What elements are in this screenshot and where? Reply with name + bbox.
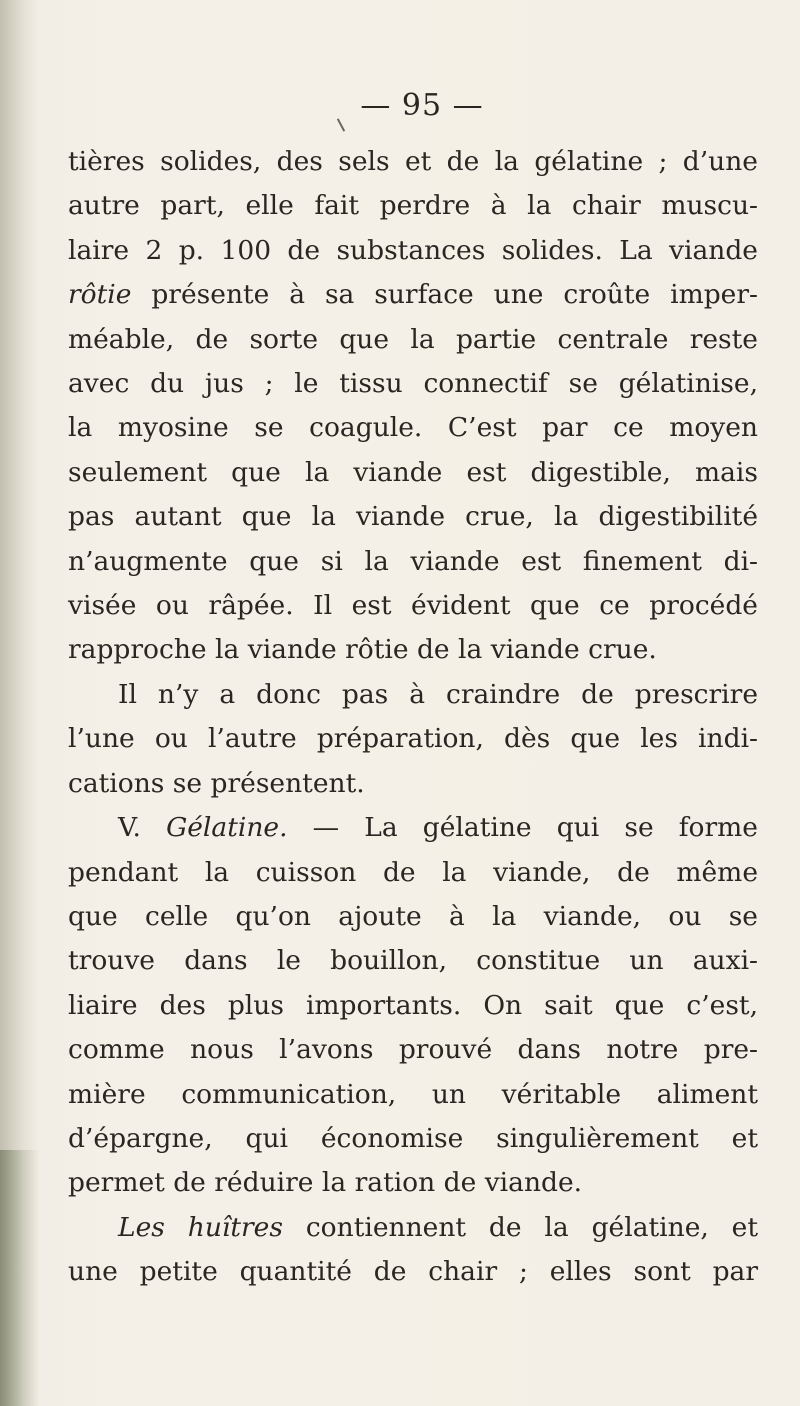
text-line: Les huîtres contiennent de la gélatine, et xyxy=(118,1211,759,1243)
text-line: laire 2 p. 100 de substances solides. La viande xyxy=(68,234,758,266)
text-line: tières solides, des sels et de la gélatine ; d’une xyxy=(68,146,758,177)
text-line: trouve dans le bouillon, constitue un auxi- xyxy=(68,945,758,977)
text-line: permet de réduire la ration de viande. xyxy=(68,1167,583,1199)
text-line: visée ou râpée. Il est évident que ce procédé xyxy=(68,590,758,622)
italic-term: Les huîtres xyxy=(118,1211,283,1243)
text-line: autre part, elle fait perdre à la chair muscu- xyxy=(68,190,758,222)
text-line: que celle qu’on ajoute à la viande, ou se xyxy=(68,900,758,932)
text-line: liaire des plus importants. On sait que c’est, xyxy=(68,989,758,1021)
text-line: mière communication, un véritable aliment xyxy=(68,1078,758,1110)
italic-term: rôtie xyxy=(68,279,132,311)
text-line: méable, de sorte que la partie centrale reste xyxy=(68,323,758,355)
text-line: n’augmente que si la viande est finement di- xyxy=(68,545,758,577)
text-line: comme nous l’avons prouvé dans notre pre- xyxy=(68,1034,758,1066)
text-line: la myosine se coagule. C’est par ce moyen xyxy=(68,412,758,444)
text-line: pendant la cuisson de la viande, de même xyxy=(68,856,758,888)
text-line: avec du jus ; le tissu connectif se gélatinise, xyxy=(68,368,758,400)
text-line: rapproche la viande rôtie de la viande crue. xyxy=(68,634,657,666)
page-number: — 95 — xyxy=(360,88,484,123)
text-line: rôtie présente à sa surface une croûte imper- xyxy=(68,279,758,311)
body-text xyxy=(68,140,758,1295)
text-line: pas autant que la viande crue, la digestibilité xyxy=(68,501,758,533)
text-line: cations se présentent. xyxy=(68,767,365,799)
text-line: d’épargne, qui économise singulièrement et xyxy=(68,1122,758,1154)
text-line: l’une ou l’autre préparation, dès que les indi- xyxy=(68,723,758,755)
text-line: une petite quantité de chair ; elles sont par xyxy=(68,1256,758,1288)
text-line: Il n’y a donc pas à craindre de prescrire xyxy=(118,678,758,710)
section-heading: Gélatine. xyxy=(166,812,288,844)
text-line: V. Gélatine. — La gélatine qui se forme xyxy=(118,812,758,844)
text-line: seulement que la viande est digestible, mais xyxy=(68,456,758,488)
page-edge-stain xyxy=(0,1150,40,1406)
